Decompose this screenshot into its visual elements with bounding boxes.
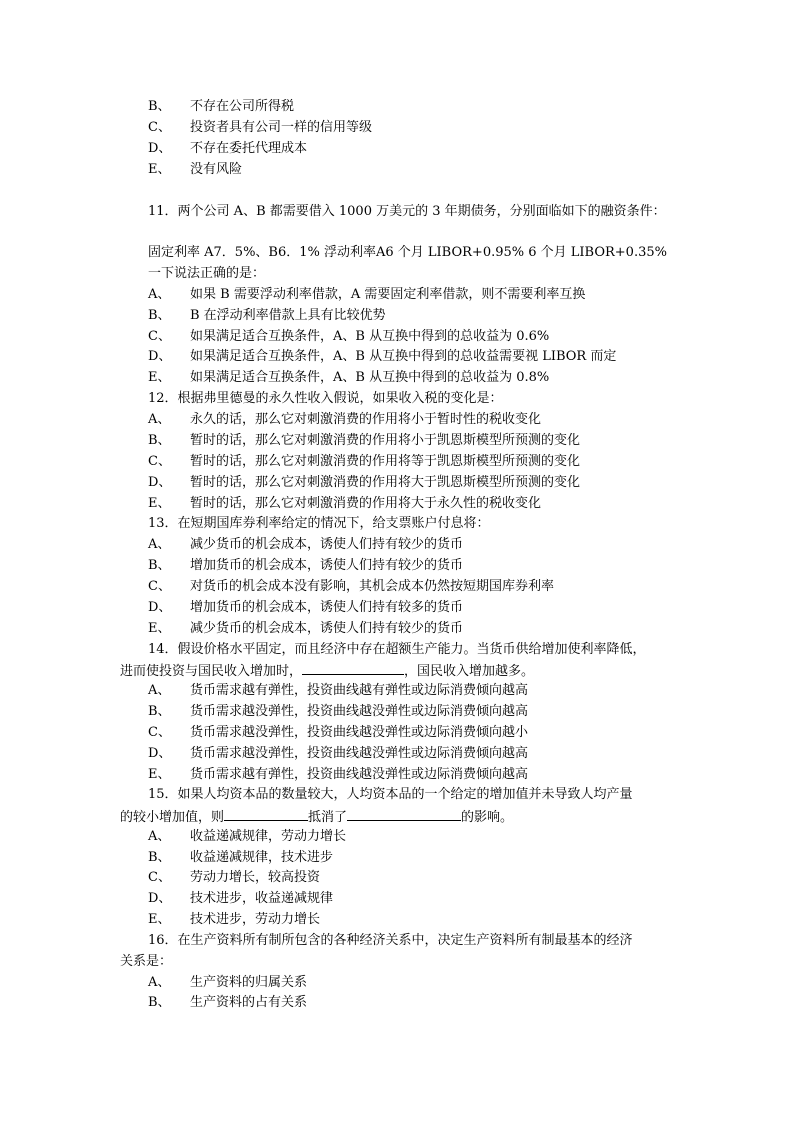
q14-stem-line1: 14．假设价格水平固定，而且经济中存在超额生产能力。当货币供给增加使利率降低， <box>148 642 646 657</box>
q11-option-a: A、 如果 B 需要浮动利率借款，A 需要固定利率借款，则不需要利率互换 <box>148 287 586 302</box>
q12-stem: 12．根据弗里德曼的永久性收入假说，如果收入税的变化是： <box>148 391 503 406</box>
q16-stem-line2: 关系是： <box>120 954 173 969</box>
q11-prompt: 一下说法正确的是： <box>148 266 266 281</box>
q13-option-b: B、 增加货币的机会成本，诱使人们持有较少的货币 <box>148 558 464 573</box>
q16-stem-line1: 16．在生产资料所有制所包含的各种经济关系中，决定生产资料所有制最基本的经济 <box>148 933 633 948</box>
q13-option-e: E、 减少货币的机会成本，诱使人们持有较少的货币 <box>148 621 464 636</box>
q14-option-c: C、 货币需求越没弹性，投资曲线越没弹性或边际消费倾向越小 <box>148 725 529 740</box>
q13-option-a: A、 减少货币的机会成本，诱使人们持有较少的货币 <box>148 537 464 552</box>
q15-stem-line1: 15．如果人均资本品的数量较大，人均资本品的一个给定的增加值并未导致人均产量 <box>148 787 633 802</box>
q15-stem-line2: 的较小增加值，则 抵消了 的影响。 <box>120 810 514 825</box>
q11-option-c: C、 如果满足适合互换条件，A、B 从互换中得到的总收益为 0.6% <box>148 329 550 344</box>
q11-option-e: E、 如果满足适合互换条件，A、B 从互换中得到的总收益为 0.8% <box>148 370 550 385</box>
q11-option-d: D、 如果满足适合互换条件，A、B 从互换中得到的总收益需要视 LIBOR 而定 <box>148 349 617 364</box>
q16-option-a: A、 生产资料的归属关系 <box>148 975 308 990</box>
q11-stem: 11．两个公司 A、B 都需要借入 1000 万美元的 3 年期债务，分别面临如下的融资条件： <box>148 204 666 219</box>
q14-stem-line2: 进而使投资与国民收入增加时， ，国民收入增加越多。 <box>120 664 535 679</box>
q15-answer-blank-1 <box>224 808 308 821</box>
q12-option-b: B、 暂时的话，那么它对刺激消费的作用将小于凯恩斯模型所预测的变化 <box>148 433 581 448</box>
q10-option-c: C、 投资者具有公司一样的信用等级 <box>148 120 373 135</box>
q12-option-d: D、 暂时的话，那么它对刺激消费的作用将大于凯恩斯模型所预测的变化 <box>148 475 581 490</box>
q12-option-e: E、 暂时的话，那么它对刺激消费的作用将大于永久性的税收变化 <box>148 496 542 511</box>
q10-option-e: E、 没有风险 <box>148 162 243 177</box>
q14-option-a: A、 货币需求越有弹性，投资曲线越有弹性或边际消费倾向越高 <box>148 683 529 698</box>
q15-option-a: A、 收益递减规律，劳动力增长 <box>148 829 347 844</box>
q10-option-b: B、 不存在公司所得税 <box>148 99 295 114</box>
q15-option-d: D、 技术进步，收益递减规律 <box>148 891 334 906</box>
q15-option-b: B、 收益递减规律，技术进步 <box>148 850 334 865</box>
q12-option-c: C、 暂时的话，那么它对刺激消费的作用将等于凯恩斯模型所预测的变化 <box>148 454 581 469</box>
q15-option-c: C、 劳动力增长，较高投资 <box>148 870 321 885</box>
q14-option-e: E、 货币需求越有弹性，投资曲线越没弹性或边际消费倾向越高 <box>148 767 529 782</box>
q12-option-a: A、 永久的话，那么它对刺激消费的作用将小于暂时性的税收变化 <box>148 412 542 427</box>
q10-option-d: D、 不存在委托代理成本 <box>148 141 308 156</box>
q13-option-d: D、 增加货币的机会成本，诱使人们持有较多的货币 <box>148 600 464 615</box>
q11-option-b: B、 B 在浮动利率借款上具有比较优势 <box>148 308 386 323</box>
q15-option-e: E、 技术进步，劳动力增长 <box>148 912 321 927</box>
q14-answer-blank <box>302 662 404 675</box>
q13-option-c: C、 对货币的机会成本没有影响，其机会成本仍然按短期国库券利率 <box>148 579 555 594</box>
q15-answer-blank-2 <box>347 808 461 821</box>
q16-option-b: B、 生产资料的占有关系 <box>148 995 308 1010</box>
q11-conditions: 固定利率 A7．5%、B6．1% 浮动利率A6 个月 LIBOR+0.95% 6 个月 LIBOR+0.35% <box>148 245 667 260</box>
q14-option-d: D、 货币需求越没弹性，投资曲线越没弹性或边际消费倾向越高 <box>148 746 529 761</box>
q14-option-b: B、 货币需求越没弹性，投资曲线越没弹性或边际消费倾向越高 <box>148 704 529 719</box>
q13-stem: 13．在短期国库券利率给定的情况下，给支票账户付息将： <box>148 516 490 531</box>
